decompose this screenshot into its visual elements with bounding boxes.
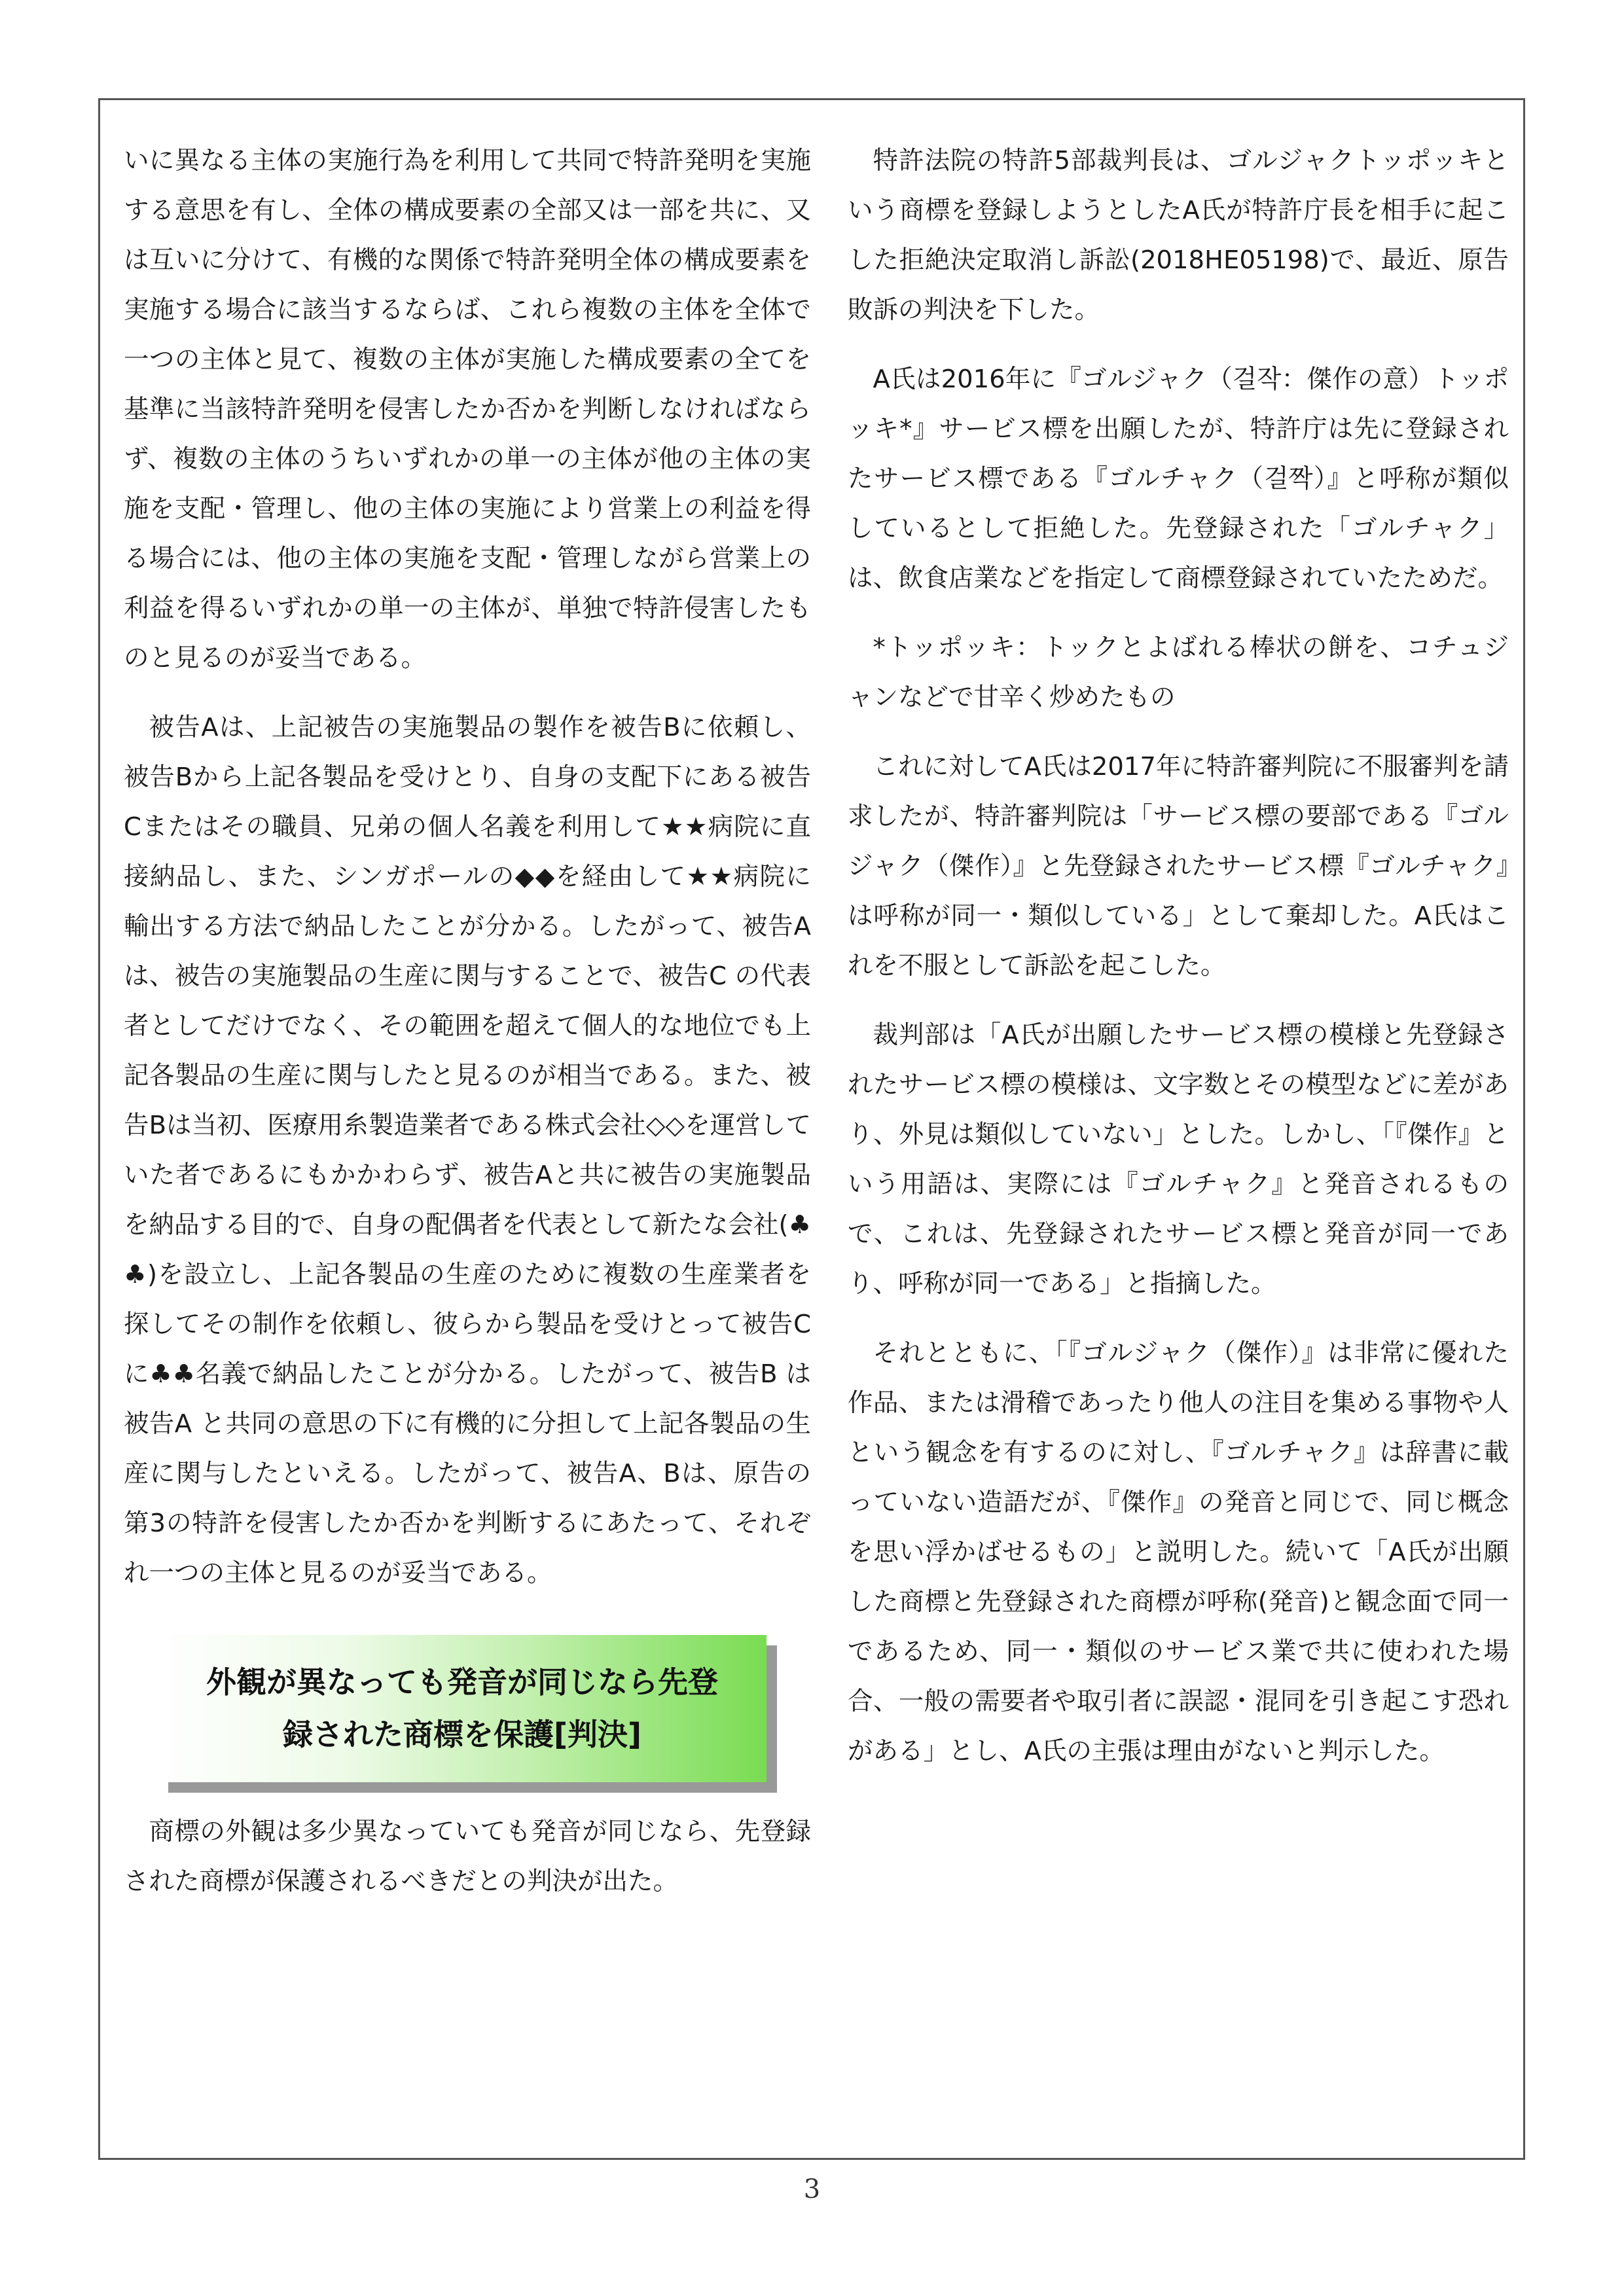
section-heading-line-1: 外観が異なっても発音が同じなら先登	[206, 1664, 718, 1700]
right-column	[848, 136, 1509, 1796]
left-paragraph-3: 商標の外観は多少異なっていても発音が同じなら、先登録された商標が保護されるべきだとの判決が出た。	[124, 1817, 811, 1896]
left-column	[124, 136, 811, 1926]
right-paragraph-2: A氏は2016年に『ゴルジャク（걸작：傑作の意）トッポッキ*』サービス標を出願したが、特許庁は先に登録されたサービス標である『ゴルチャク（걸짝）』と呼称が類似しているとして拒絶した。先登録された「ゴルチャク」は、飲食店業などを指定して商標登録されていたためだ。	[848, 365, 1509, 593]
section-heading	[158, 1635, 767, 1782]
page-frame	[98, 98, 1525, 2160]
right-paragraph-1: 特許法院の特許5部裁判長は、ゴルジャクトッポッキという商標を登録しようとしたA氏が特許庁長を相手に起こした拒絶決定取消し訴訟(2018HE05198)で、最近、原告敗訴の判決を下した。	[848, 146, 1509, 325]
right-paragraph-3: これに対してA氏は2017年に特許審判院に不服審判を請求したが、特許審判院は「サービス標の要部である『ゴルジャク（傑作）』と先登録されたサービス標『ゴルチャク』は呼称が同一・類似している」として棄却した。A氏はこれを不服として訴訟を起こした。	[848, 752, 1509, 980]
page-number: 3	[803, 2174, 821, 2204]
footnote-tteokbokki: *トッポッキ：トックとよばれる棒状の餅を、コチュジャンなどで甘辛く炒めたもの	[848, 633, 1509, 712]
right-paragraph-5: それとともに、「『ゴルジャク（傑作）』は非常に優れた作品、または滑稽であったり他人の注目を集める事物や人という観念を有するのに対し、『ゴルチャク』は辞書に載っていない造語だが、『傑作』の発音と同じで、同じ概念を思い浮かばせるもの」と説明した。続いて「A氏が出願した商標と先登録された商標が呼称(発音)と観念面で同一であるため、同一・類似のサービス業で共に使われた場合、一般の需要者や取引者に誤認・混同を引き起こす恐れがある」とし、A氏の主張は理由がないと判示した。	[848, 1338, 1509, 1766]
left-paragraph-1: いに異なる主体の実施行為を利用して共同で特許発明を実施する意思を有し、全体の構成要素の全部又は一部を共に、又は互いに分けて、有機的な関係で特許発明全体の構成要素を実施する場合に該当するならば、これら複数の主体を全体で一つの主体と見て、複数の主体が実施した構成要素の全てを基準に当該特許発明を侵害したか否かを判断しなければならず、複数の主体のうちいずれかの単一の主体が他の主体の実施を支配・管理し、他の主体の実施により営業上の利益を得る場合には、他の主体の実施を支配・管理しながら営業上の利益を得るいずれかの単一の主体が、単独で特許侵害したものと見るのが妥当である。	[124, 146, 811, 673]
section-heading-line-2: 録された商標を保護[判決]	[282, 1717, 642, 1752]
left-paragraph-2: 被告Aは、上記被告の実施製品の製作を被告Bに依頼し、被告Bから上記各製品を受けとり、自身の支配下にある被告Cまたはその職員、兄弟の個人名義を利用して★★病院に直接納品し、また、シンガポールの◆◆を経由して★★病院に輸出する方法で納品したことが分かる。したがって、被告A は、被告の実施製品の生産に関与することで、被告C の代表者としてだけでなく、その範囲を超えて個人的な地位でも上記各製品の生産に関与したと見るのが相当である。また、被告Bは当初、医療用糸製造業者である株式会社◇◇を運営していた者であるにもかかわらず、被告Aと共に被告の実施製品を納品する目的で、自身の配偶者を代表として新たな会社(♣♣)を設立し、上記各製品の生産のために複数の生産業者を探してその制作を依頼し、彼らから製品を受けとって被告Cに♣♣名義で納品したことが分かる。したがって、被告B は被告A と共同の意思の下に有機的に分担して上記各製品の生産に関与したといえる。したがって、被告A、Bは、原告の第3の特許を侵害したか否かを判断するにあたって、それぞれ一つの主体と見るのが妥当である。	[124, 713, 811, 1588]
right-paragraph-4: 裁判部は「A氏が出願したサービス標の模様と先登録されたサービス標の模様は、文字数とその模型などに差があり、外見は類似していない」とした。しかし、「『傑作』という用語は、実際には『ゴルチャク』と発音されるもので、これは、先登録されたサービス標と発音が同一であり、呼称が同一である」と指摘した。	[848, 1020, 1509, 1299]
